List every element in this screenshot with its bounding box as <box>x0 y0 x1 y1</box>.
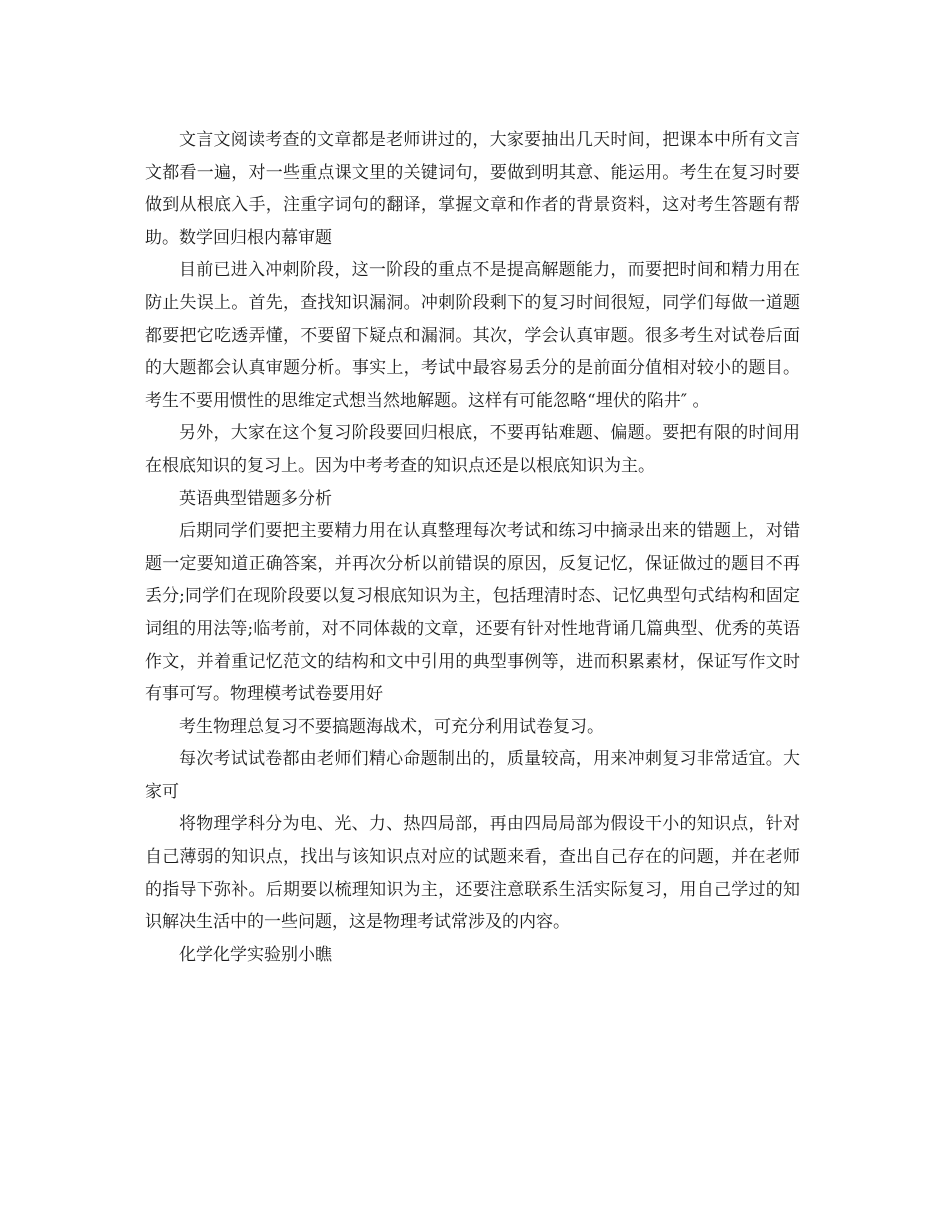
document-page <box>145 124 800 971</box>
paragraph-exam-papers: 每次考试试卷都由老师们精心命题制出的，质量较高，用来冲刺复习非常适宜。大家可 <box>145 749 800 802</box>
paragraph-classical-chinese: 文言文阅读考查的文章都是老师讲过的，大家要抽出几天时间，把课本中所有文言文都看一遍，对一些重点课文里的关键词句，要做到明其意、能运用。考生在复习时要做到从根底入手，注重字词句的翻译，掌握文章和作者的背景资料，这对考生答题有帮助。数学回归根内幕审题 <box>145 130 800 248</box>
paragraph-physics-topics: 将物理学科分为电、光、力、热四局部，再由四局局部为假设干小的知识点，针对自己薄弱的知识点，找出与该知识点对应的试题来看，查出自己存在的问题，并在老师的指导下弥补。后期要以梳理知识为主，还要注意联系生活实际复习，用自己学过的知识解决生活中的一些问题，这是物理考试常涉及的内容。 <box>145 814 800 933</box>
paragraph-physics-review: 考生物理总复习不要搞题海战术，可充分利用试卷复习。 <box>179 716 604 737</box>
paragraph-review-basics: 另外，大家在这个复习阶段要回归根底，不要再钻难题、偏题。要把有限的时间用在根底知识的复习上。因为中考考查的知识点还是以根底知识为主。 <box>145 423 800 476</box>
paragraph-sprint-stage: 目前已进入冲刺阶段，这一阶段的重点不是提高解题能力，而要把时间和精力用在防止失误上。首先，查找知识漏洞。冲刺阶段剩下的复习时间很短，同学们每做一道题都要把它吃透弄懂，不要留下疑点和漏洞。其次，学会认真审题。很多考生对试卷后面的大题都会认真审题分析。事实上，考试中最容易丢分的是前面分值相对较小的题目。考生不要用惯性的思维定式想当然地解题。这样有可能忽略“埋伏的陷井″ 。 <box>145 260 800 411</box>
paragraph-english-errors: 后期同学们要把主要精力用在认真整理每次考试和练习中摘录出来的错题上，对错题一定要知道正确答案，并再次分析以前错误的原因，反复记忆，保证做过的题目不再丢分;同学们在现阶段要以复习根底知识为主，包括理清时态、记忆典型句式结构和固定词组的用法等;临考前，对不同体裁的文章，还要有针对性地背诵几篇典型、优秀的英语作文，并着重记忆范文的结构和文中引用的典型事例等，进而积累素材，保证写作文时有事可写。物理模考试卷要用好 <box>145 521 800 705</box>
section-heading-english: 英语典型错题多分析 <box>179 488 332 509</box>
section-heading-chemistry: 化学化学实验别小瞧 <box>179 944 332 965</box>
